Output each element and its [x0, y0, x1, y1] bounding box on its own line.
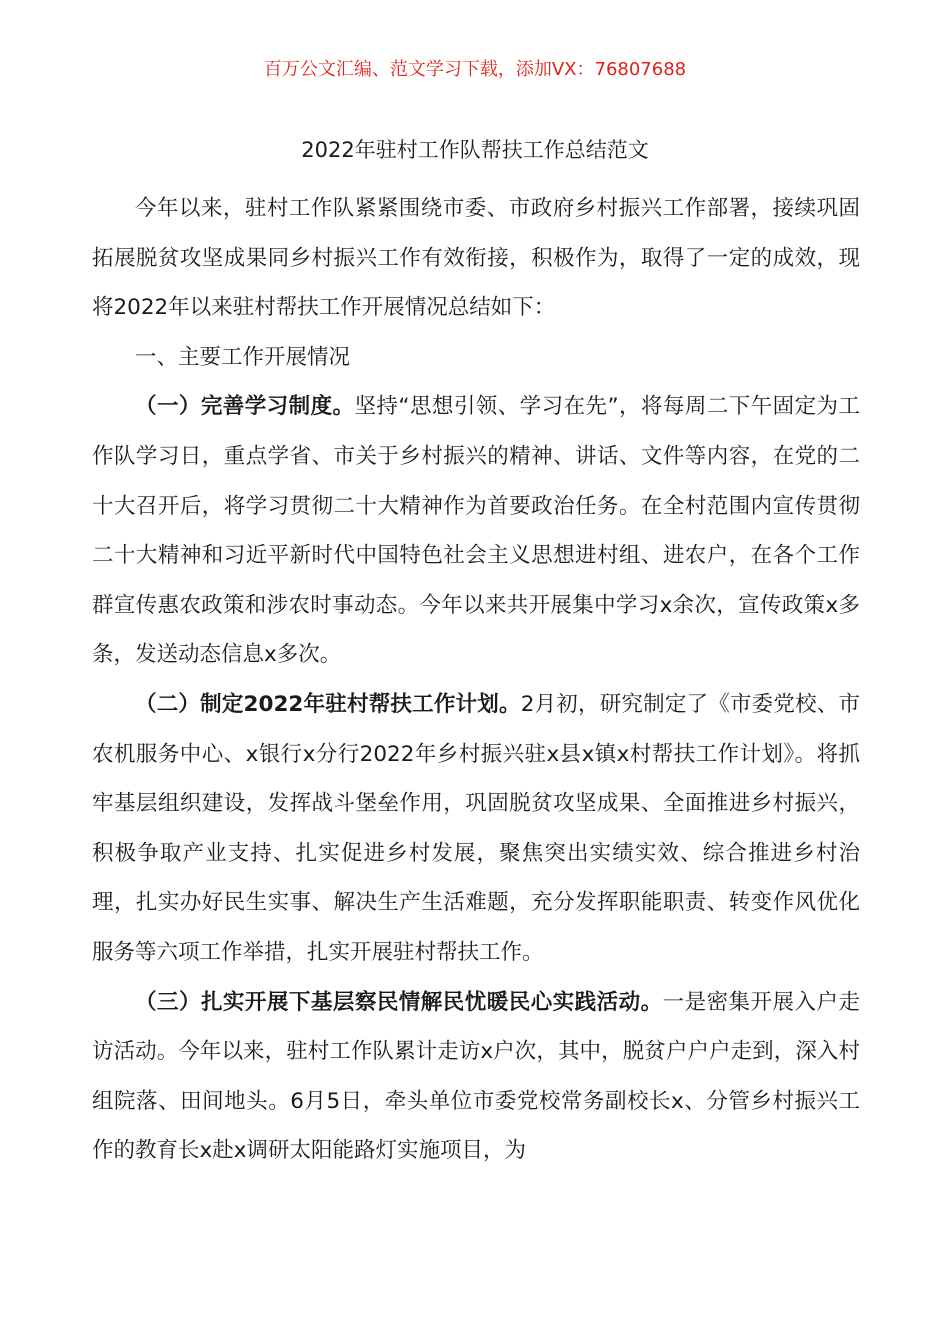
item-text-3: 一是密集开展入户走访活动。今年以来，驻村工作队累计走访x户次，其中，脱贫户户户走到，深入村组院落、田间地头。6月5日，牵头单位市委党校常务副校长x、分管乡村振兴工作的教育长x赴x调研太阳能路灯实施项目，为: [92, 989, 860, 1164]
item-lead-1: （一）完善学习制度。: [135, 394, 355, 420]
watermark-header: 百万公文汇编、范文学习下载，添加VX：76807688: [263, 59, 687, 80]
item-paragraph-3: [92, 978, 860, 1176]
item-paragraph-2: [92, 680, 860, 978]
section-heading: 一、主要工作开展情况: [135, 344, 351, 370]
item-text-1: 坚持“思想引领、学习在先”，将每周二下午固定为工作队学习日，重点学省、市关于乡村振兴的精神、讲话、文件等内容，在党的二十大召开后，将学习贯彻二十大精神作为首要政治任务。在全村范围内宣传贯彻二十大精神和习近平新时代中国特色社会主义思想进村组、进农户，在各个工作群宣传惠农政策和涉农时事动态。今年以来共开展集中学习x余次，宣传政策x多条，发送动态信息x多次。: [92, 394, 860, 668]
item-text-2: 2月初，研究制定了《市委党校、市农机服务中心、x银行x分行2022年乡村振兴驻x县x镇x村帮扶工作计划》。将抓牢基层组织建设，发挥战斗堡垒作用，巩固脱贫攻坚成果、全面推进乡村振兴，积极争取产业支持、扎实促进乡村发展，聚焦突出实绩实效、综合推进乡村治理，扎实办好民生实事、解决生产生活难题，充分发挥职能职责、转变作风优化服务等六项工作举措，扎实开展驻村帮扶工作。: [92, 691, 860, 965]
item-paragraph-1: [92, 382, 860, 680]
item-lead-3: （三）扎实开展下基层察民情解民忧暖民心实践活动。: [135, 989, 663, 1015]
document-title: 2022年驻村工作队帮扶工作总结范文: [301, 138, 649, 162]
intro-paragraph: 今年以来，驻村工作队紧紧围绕市委、市政府乡村振兴工作部署，接续巩固拓展脱贫攻坚成果同乡村振兴工作有效衔接，积极作为，取得了一定的成效，现将2022年以来驻村帮扶工作开展情况总结如下：: [92, 196, 860, 321]
document-body: [92, 184, 860, 1176]
item-lead-2: （二）制定2022年驻村帮扶工作计划。: [135, 691, 521, 717]
